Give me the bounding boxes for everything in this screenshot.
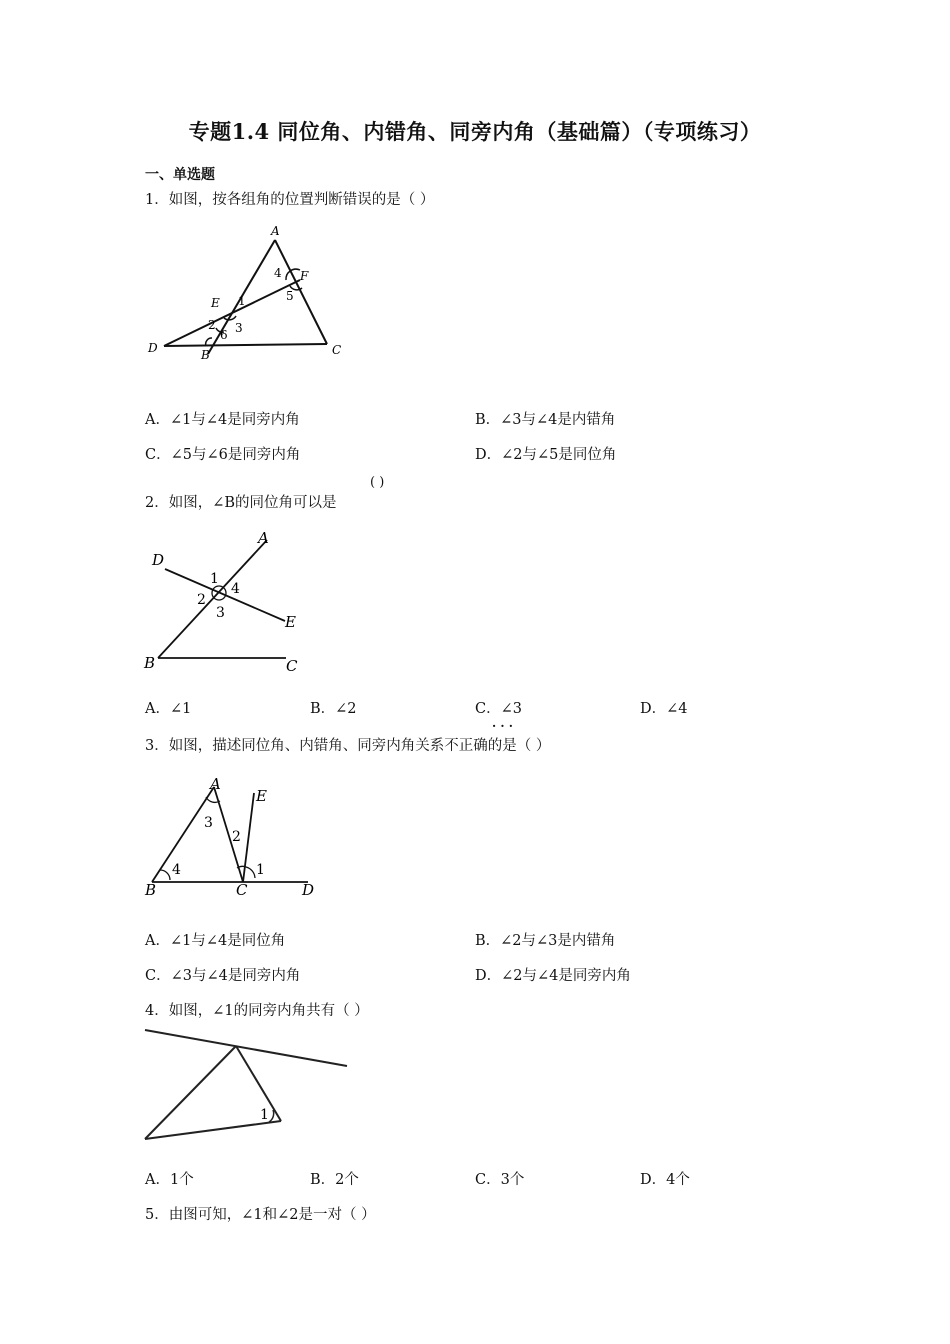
q2-point-a: A (258, 529, 269, 547)
q1-point-b: B (201, 348, 210, 362)
q3-point-c: C (236, 881, 248, 899)
q3-point-d: D (302, 881, 315, 899)
q2-angle-1: 1 (210, 571, 219, 587)
q1-angle-5: 5 (286, 289, 294, 303)
q1-point-a: A (271, 224, 280, 238)
q1-angle-3: 3 (235, 321, 243, 335)
q4-option-d[interactable]: D．4个 (640, 1172, 690, 1188)
q1-angle-2: 2 (208, 318, 216, 332)
question-2-figure (140, 525, 315, 675)
q2-angle-3: 3 (216, 605, 225, 621)
q4-option-c[interactable]: C．3个 (475, 1172, 525, 1188)
q3-option-c[interactable]: C．∠3与∠4是同旁内角 (145, 968, 301, 984)
q4-option-b[interactable]: B．2个 (310, 1172, 359, 1188)
q3-point-b: B (145, 881, 157, 899)
q2-point-c: C (286, 657, 298, 675)
q3-option-b[interactable]: B．∠2与∠3是内错角 (475, 933, 616, 949)
question-1-stem: 1．如图，按各组角的位置判断错误的是（ ） (145, 192, 435, 208)
q4-angle-1: 1 (260, 1107, 269, 1123)
q2-point-e: E (285, 613, 296, 631)
q1-angle-1: 1 (238, 294, 246, 308)
q3-point-a: A (210, 775, 221, 793)
q2-option-d[interactable]: D．∠4 (640, 701, 688, 717)
q2-angle-2: 2 (197, 592, 206, 608)
question-5-stem: 5．由图可知，∠1和∠2是一对（ ） (145, 1207, 376, 1223)
q1-angle-4: 4 (274, 266, 282, 280)
q2-angle-4: 4 (231, 581, 240, 597)
q3-option-a[interactable]: A．∠1与∠4是同位角 (145, 933, 286, 949)
page-title: 专题1.4 同位角、内错角、同旁内角（基础篇）（专项练习） (188, 119, 762, 144)
q1-option-a[interactable]: A．∠1与∠4是同旁内角 (145, 412, 300, 428)
question-2-paren: ( ) (370, 475, 385, 490)
question-1-figure (140, 222, 360, 367)
question-2-stem: 2．如图，∠B的同位角可以是 (145, 495, 337, 511)
q1-point-f: F (300, 269, 309, 283)
q1-point-e: E (211, 296, 220, 310)
q3-option-d[interactable]: D．∠2与∠4是同旁内角 (475, 968, 631, 984)
q2-point-b: B (144, 654, 156, 672)
q2-point-d: D (152, 551, 165, 569)
q2-option-a[interactable]: A．∠1 (145, 701, 192, 717)
q1-option-b[interactable]: B．∠3与∠4是内错角 (475, 412, 616, 428)
q4-option-a[interactable]: A．1个 (145, 1172, 194, 1188)
q2-option-b[interactable]: B．∠2 (310, 701, 357, 717)
q3-point-e: E (256, 787, 267, 805)
q2-option-c[interactable]: C．∠3 (475, 701, 522, 717)
question-4-stem: 4．如图，∠1的同旁内角共有（ ） (145, 1003, 369, 1019)
q1-point-c: C (332, 343, 342, 357)
q3-angle-3: 3 (204, 815, 213, 831)
question-4-figure (143, 1026, 353, 1146)
q1-option-c[interactable]: C．∠5与∠6是同旁内角 (145, 447, 301, 463)
q3-angle-2: 2 (232, 829, 241, 845)
section-heading: 一、单选题 (145, 167, 215, 183)
q1-point-d: D (148, 341, 158, 355)
q1-angle-6: 6 (220, 328, 228, 342)
emphasis-dots: · · · (492, 719, 513, 733)
q3-angle-1: 1 (256, 862, 265, 878)
q1-option-d[interactable]: D．∠2与∠5是同位角 (475, 447, 617, 463)
question-3-stem: 3．如图，描述同位角、内错角、同旁内角关系不正确的是（ ） (145, 738, 551, 754)
q3-angle-4: 4 (172, 862, 181, 878)
question-3-figure (140, 775, 325, 900)
